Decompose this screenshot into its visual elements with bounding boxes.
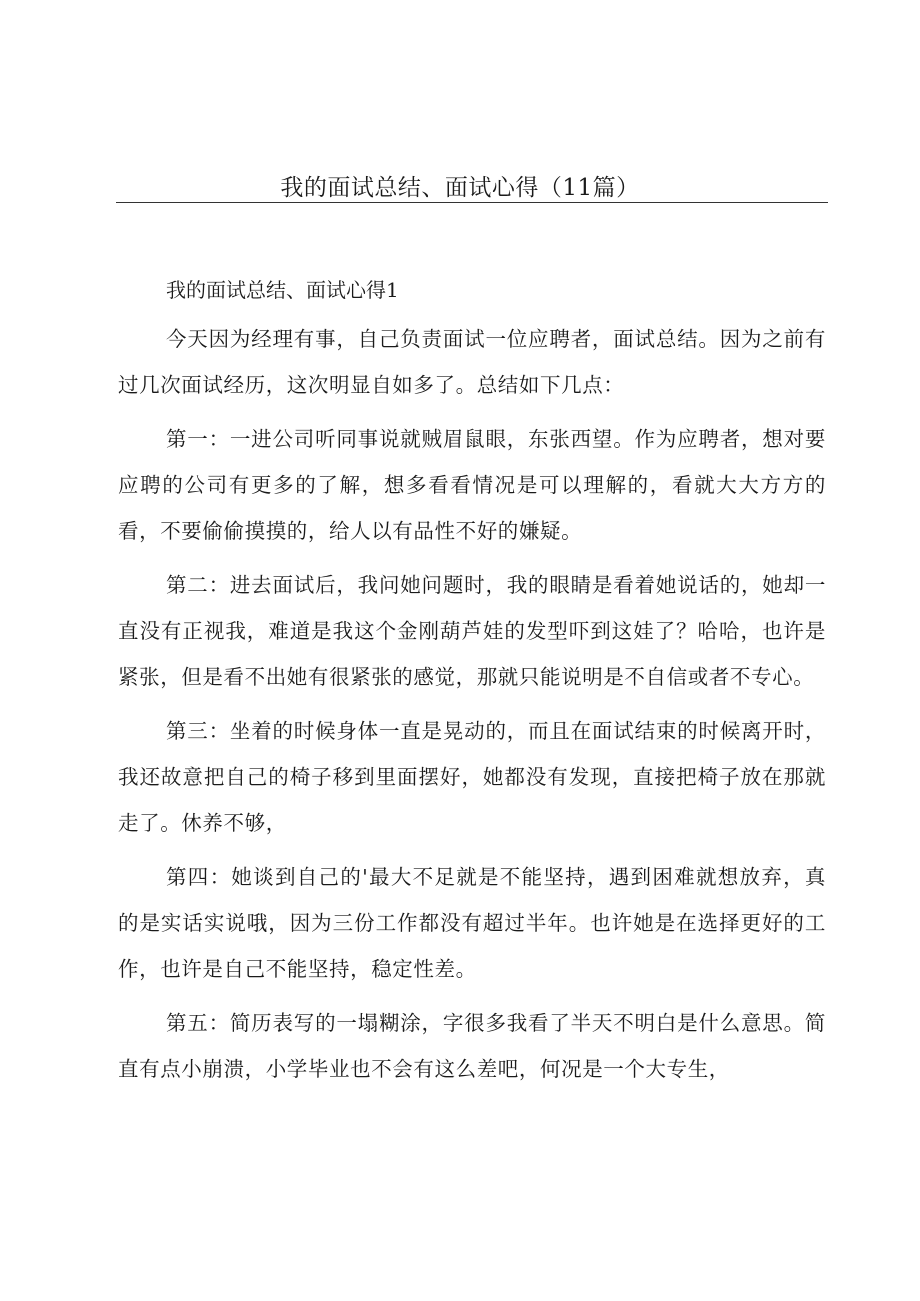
section-heading: 我的面试总结、面试心得1: [166, 278, 399, 302]
paragraph-point-2: 第二：进去面试后，我问她问题时，我的眼睛是看着她说话的，她却一直没有正视我，难道是我这个金刚葫芦娃的发型吓到这娃了？哈哈，也许是紧张，但是看不出她有很紧张的感觉，那就只能说明是不自信或者不专心。: [118, 573, 826, 689]
document-body: [118, 268, 826, 1100]
paragraph-intro: 今天因为经理有事，自己负责面试一位应聘者，面试总结。因为之前有过几次面试经历，这次明显自如多了。总结如下几点：: [118, 327, 826, 397]
paragraph-point-5: 第五：简历表写的一塌糊涂，字很多我看了半天不明白是什么意思。简直有点小崩溃，小学毕业也不会有这么差吧，何况是一个大专生，: [118, 1011, 826, 1081]
title-underline: [116, 202, 828, 203]
paragraph-point-3: 第三：坐着的时候身体一直是晃动的，而且在面试结束的时候离开时，我还故意把自己的椅子移到里面摆好，她都没有发现，直接把椅子放在那就走了。休养不够，: [118, 719, 826, 835]
paragraph-point-1: 第一：一进公司听同事说就贼眉鼠眼，东张西望。作为应聘者，想对要应聘的公司有更多的了解，想多看看情况是可以理解的，看就大大方方的看，不要偷偷摸摸的，给人以有品性不好的嫌疑。: [118, 427, 826, 543]
paragraph-point-4: 第四：她谈到自己的'最大不足就是不能坚持，遇到困难就想放弃，真的是实话实说哦，因为三份工作都没有超过半年。也许她是在选择更好的工作，也许是自己不能坚持，稳定性差。: [118, 865, 826, 981]
document-title: 我的面试总结、面试心得（11篇）: [280, 175, 640, 201]
